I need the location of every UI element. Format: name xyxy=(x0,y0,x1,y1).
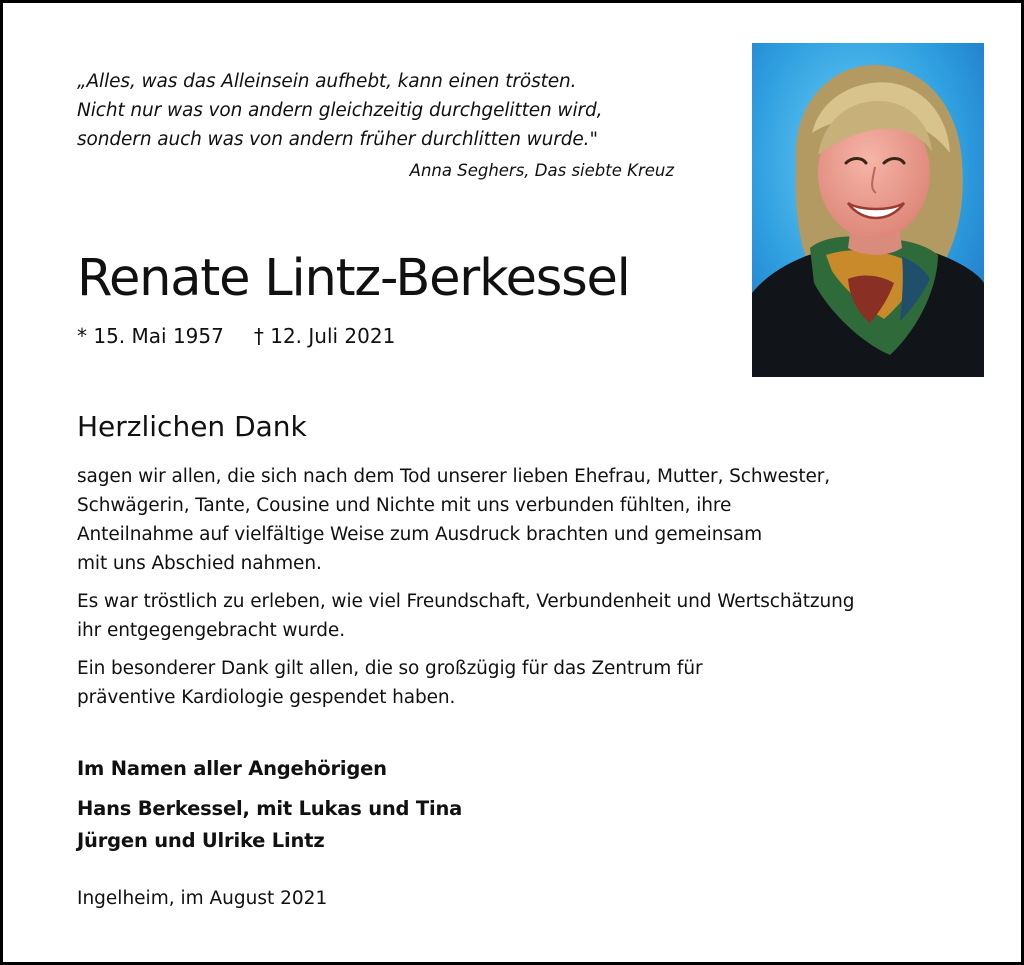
signatory-line: Hans Berkessel, mit Lukas und Tina xyxy=(77,797,463,820)
signatory-line: Jürgen und Ulrike Lintz xyxy=(77,829,325,852)
body-line: präventive Kardiologie gespendet haben. xyxy=(77,687,456,708)
deceased-name: Renate Lintz-Berkessel xyxy=(77,249,630,308)
body-line: Ein besonderer Dank gilt allen, die so großzügig für das Zentrum für xyxy=(77,658,703,679)
body-line: Anteilnahme auf vielfältige Weise zum Ausdruck brachten und gemeinsam xyxy=(77,524,763,545)
quote-line: „Alles, was das Alleinsein aufhebt, kann einen trösten. xyxy=(77,71,577,92)
signature-block xyxy=(77,754,462,857)
thanks-paragraph xyxy=(77,587,957,645)
body-line: sagen wir allen, die sich nach dem Tod unserer lieben Ehefrau, Mutter, Schwester, xyxy=(77,466,831,487)
thanks-body xyxy=(77,462,957,712)
body-line: ihr entgegengebracht wurde. xyxy=(77,620,345,641)
quote-line: sondern auch was von andern früher durchlitten wurde." xyxy=(77,129,598,150)
place-and-date: Ingelheim, im August 2021 xyxy=(77,888,328,909)
body-line: Schwägerin, Tante, Cousine und Nichte mit uns verbunden fühlten, ihre xyxy=(77,495,732,516)
epigraph-quote xyxy=(77,67,697,154)
portrait-photo xyxy=(752,43,984,377)
quote-line: Nicht nur was von andern gleichzeitig durchgelitten wird, xyxy=(77,100,603,121)
body-line: Es war tröstlich zu erleben, wie viel Freundschaft, Verbundenheit und Wertschätzung xyxy=(77,591,855,612)
quote-attribution: Anna Seghers, Das siebte Kreuz xyxy=(409,161,674,180)
thanks-paragraph xyxy=(77,654,957,712)
birth-date: * 15. Mai 1957 xyxy=(77,324,224,348)
body-line: mit uns Abschied nahmen. xyxy=(77,553,322,574)
thanks-heading: Herzlichen Dank xyxy=(77,410,307,443)
signature-intro: Im Namen aller Angehörigen xyxy=(77,757,387,780)
death-date: † 12. Juli 2021 xyxy=(253,324,396,348)
thanks-paragraph xyxy=(77,462,957,578)
life-dates xyxy=(77,324,395,348)
